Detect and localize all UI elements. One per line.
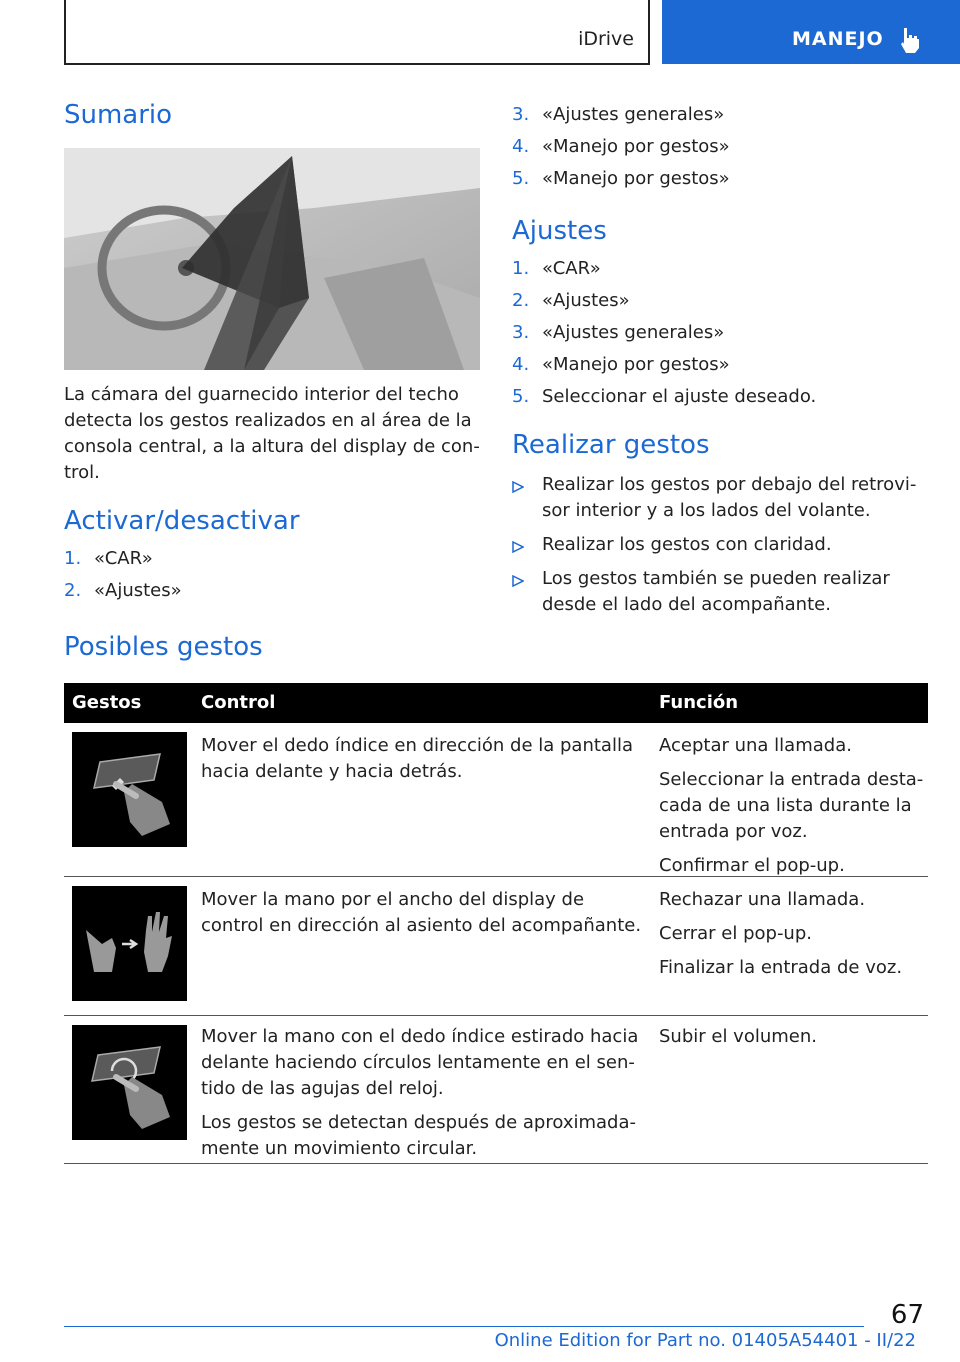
ajustes-title: Ajustes (512, 216, 607, 246)
table-row (64, 1016, 928, 1164)
page-number: 67 (890, 1300, 924, 1330)
triangle-bullet-icon (512, 541, 524, 553)
control-cell: Mover el dedo índice en dirección de la pantalla hacia delante y hacia detrás. (201, 735, 633, 782)
list-item: Realizar los gestos con claridad. (512, 532, 928, 558)
realizar-bullets (512, 472, 928, 626)
list-item: 1. «CAR» (512, 258, 601, 279)
list-item: Los gestos también se pueden realizar desde el lado del acompañante. (512, 566, 928, 618)
sumario-text: La cámara del guarnecido interior del techo detecta los gestos realizados en al área de la consola central, a la altura del display de con-trol. (64, 384, 480, 483)
funcion-cell: Rechazar una llamada. Cerrar el pop-up. Finalizar la entrada de voz. (659, 889, 903, 978)
hand-swipe-icon (72, 886, 187, 1001)
triangle-bullet-icon (512, 575, 524, 587)
list-item: 1. «CAR» (64, 548, 153, 569)
ajustes-steps (512, 256, 928, 416)
footer-rule (64, 1326, 864, 1327)
car-interior-photo (64, 148, 480, 370)
list-item: 3. «Ajustes generales» (512, 104, 725, 125)
header-section: iDrive (578, 28, 634, 50)
list-item: 5. «Manejo por gestos» (512, 168, 730, 189)
finger-circle-clockwise-icon (72, 1025, 187, 1140)
header-divider (648, 0, 650, 64)
finger-forward-back-icon (72, 732, 187, 847)
footer-edition: Online Edition for Part no. 01405A54401 - II/22 (494, 1330, 916, 1351)
chapter-label: MANEJO (792, 28, 884, 50)
header-left-border (64, 0, 66, 64)
funcion-cell: Subir el volumen. (659, 1026, 817, 1047)
header-underline (64, 63, 650, 65)
list-item: 4. «Manejo por gestos» (512, 354, 730, 375)
triangle-bullet-icon (512, 481, 524, 493)
list-item: 5. Seleccionar el ajuste deseado. (512, 386, 817, 407)
activar-steps-cont (512, 102, 928, 198)
control-cell: Mover la mano por el ancho del display de control en dirección al asiento del acompañante. (201, 889, 642, 936)
table-header (64, 683, 928, 723)
control-cell: Mover la mano con el dedo índice estirado hacia delante haciendo círculos lentamente en el sen-tido de las agujas del reloj. Los gestos se detectan después de aproximada-mente un movimiento circular. (201, 1026, 639, 1159)
activar-steps (64, 546, 464, 610)
list-item: 2. «Ajustes» (64, 580, 182, 601)
posibles-title: Posibles gestos (64, 632, 263, 662)
gestures-table (64, 683, 928, 1164)
list-item: 4. «Manejo por gestos» (512, 136, 730, 157)
sumario-title: Sumario (64, 100, 173, 130)
table-row (64, 723, 928, 877)
list-item: 3. «Ajustes generales» (512, 322, 725, 343)
col-gestos: Gestos (72, 692, 142, 713)
col-funcion: Función (659, 692, 739, 713)
table-row (64, 877, 928, 1016)
chapter-tab[interactable] (662, 0, 960, 64)
hand-pointer-icon (898, 26, 922, 54)
activar-title: Activar/desactivar (64, 506, 300, 536)
funcion-cell: Aceptar una llamada. Seleccionar la entrada desta-cada de una lista durante la entrada por voz. Confirmar el pop-up. (659, 735, 924, 876)
col-control: Control (201, 692, 276, 713)
list-item: Realizar los gestos por debajo del retrovi-sor interior y a los lados del volante. (512, 472, 928, 524)
list-item: 2. «Ajustes» (512, 290, 630, 311)
realizar-title: Realizar gestos (512, 430, 710, 460)
